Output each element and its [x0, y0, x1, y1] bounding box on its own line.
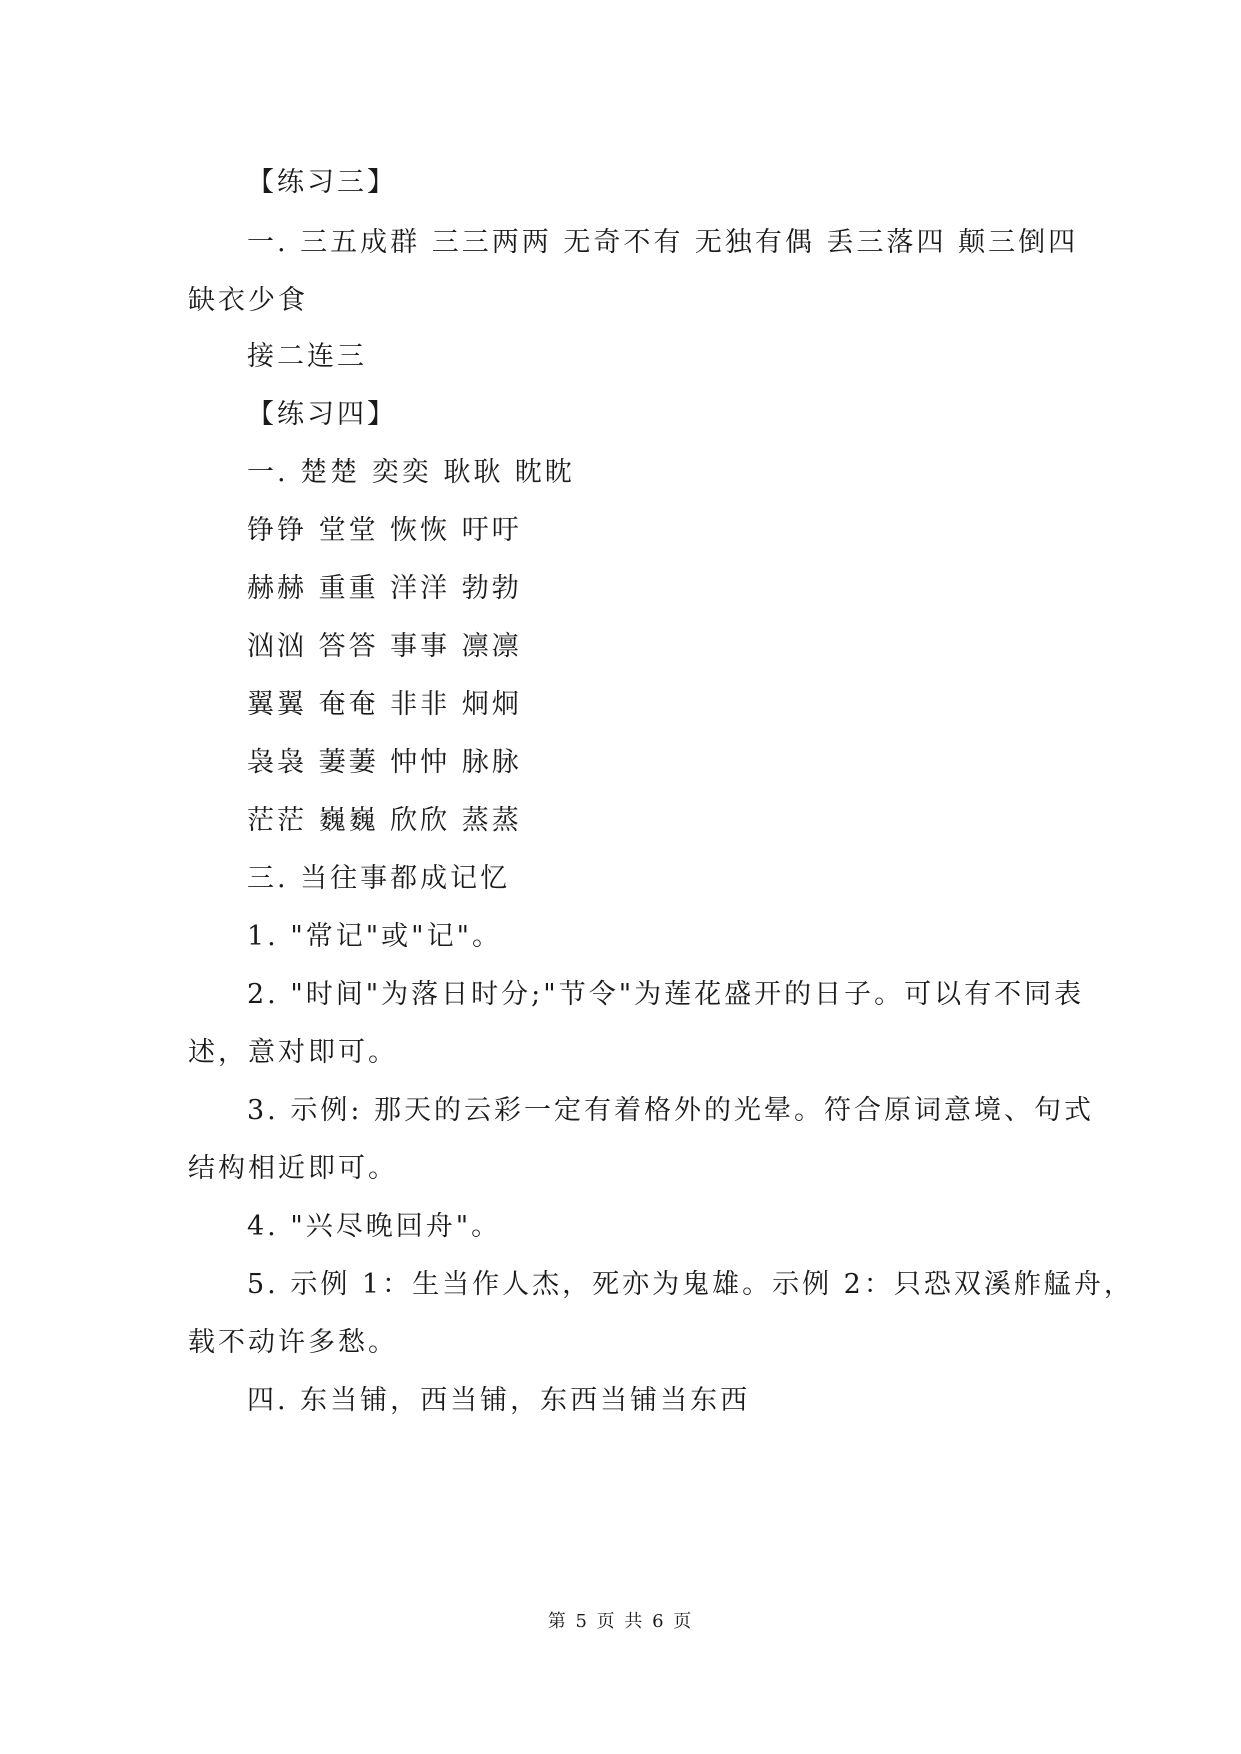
page-footer: 第 5 页 共 6 页 [547, 1611, 694, 1632]
answer-line: 3. 示例: 那天的云彩一定有着格外的光晕。符合原词意境、句式 [247, 1095, 1095, 1126]
answer-line: 四. 东当铺，西当铺，东西当铺当东西 [247, 1385, 751, 1416]
answer-line: 袅袅 萋萋 忡忡 脉脉 [247, 747, 522, 778]
answer-line: 赫赫 重重 洋洋 勃勃 [247, 573, 522, 604]
answer-line: 铮铮 堂堂 恢恢 吁吁 [247, 515, 522, 546]
section-heading-exercise-4: 【练习四】 [247, 399, 397, 430]
answer-line: 一. 楚楚 奕奕 耿耿 眈眈 [247, 457, 575, 488]
answer-line: 载不动许多愁。 [188, 1327, 398, 1358]
answer-line: 缺衣少食 [188, 285, 308, 316]
answer-line: 1. "常记"或"记"。 [247, 921, 503, 952]
answer-line: 翼翼 奄奄 非非 炯炯 [247, 689, 522, 720]
answer-line: 汹汹 答答 事事 凛凛 [247, 631, 522, 662]
answer-line: 5. 示例 1：生当作人杰，死亦为鬼雄。示例 2：只恐双溪舴艋舟， [247, 1269, 1134, 1300]
answer-line: 一. 三五成群 三三两两 无奇不有 无独有偶 丢三落四 颠三倒四 [247, 227, 1079, 258]
answer-line: 结构相近即可。 [188, 1153, 398, 1184]
answer-line: 2. "时间"为落日时分;"节令"为莲花盛开的日子。可以有不同表 [247, 979, 1085, 1010]
answer-line: 述，意对即可。 [188, 1037, 398, 1068]
section-heading-exercise-3: 【练习三】 [247, 167, 397, 198]
answer-line: 4. "兴尽晚回舟"。 [247, 1211, 502, 1242]
answer-line: 接二连三 [247, 341, 367, 372]
answer-line: 三. 当往事都成记忆 [247, 863, 511, 894]
answer-line: 茫茫 巍巍 欣欣 蒸蒸 [247, 805, 522, 836]
